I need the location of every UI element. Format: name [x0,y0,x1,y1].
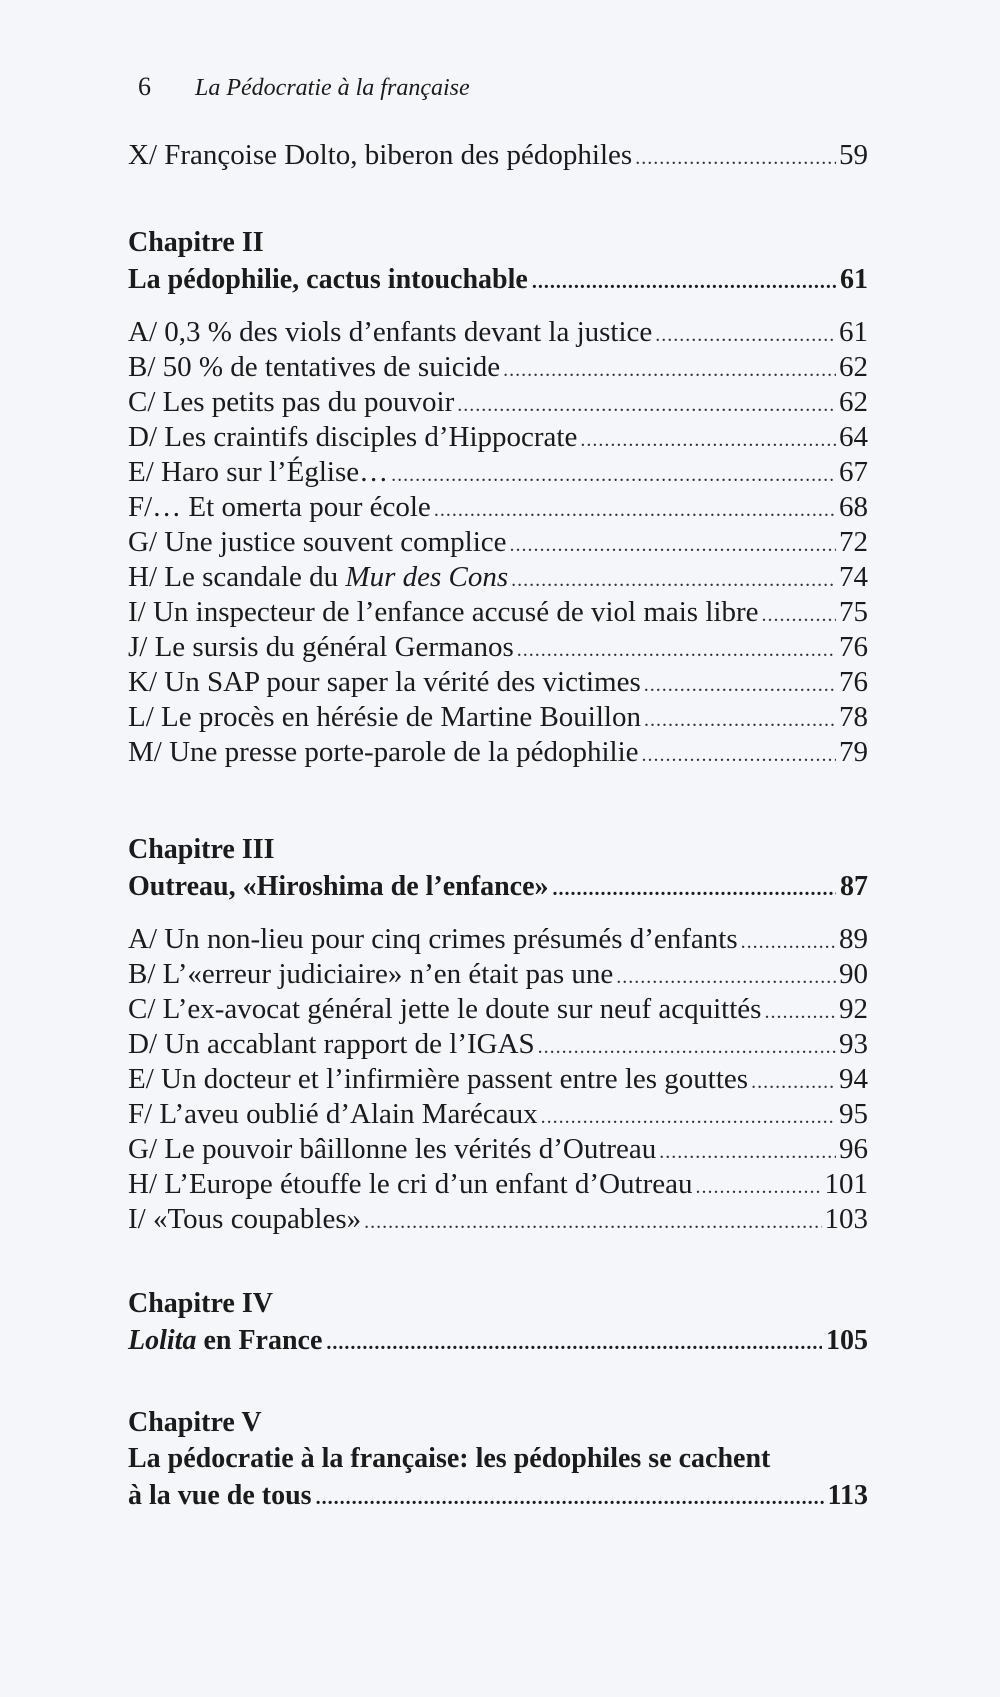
leader-dots [326,1324,822,1362]
chapter-title-rest: en France [196,1325,323,1356]
entry-label: X/ Françoise Dolto, biberon des pédophiles [128,139,633,171]
entry-label: E/ Haro sur l’Église… [128,456,389,488]
entry-page: 95 [839,1098,868,1130]
entry-page: 64 [839,421,868,453]
toc-entry [128,490,868,525]
toc-entry [128,385,868,420]
entry-label: D/ Les craintifs disciples d’Hippocrate [128,421,578,453]
chapter-5 [128,1405,868,1515]
entry-label: L/ Le procès en hérésie de Martine Bouillon [128,701,641,733]
entry-page: 61 [839,316,868,348]
entry-label: H/ L’Europe étouffe le cri d’un enfant d’Outreau [128,1168,693,1200]
leader-dots [761,598,836,633]
entry-page: 67 [839,456,868,488]
book-title: La Pédocratie à la française [195,75,470,101]
leader-dots [642,738,836,773]
leader-dots [364,1205,821,1240]
entry-label: E/ Un docteur et l’infirmière passent entre les gouttes [128,1063,749,1095]
entry-page: 78 [839,701,868,733]
entry-label: F/… Et omerta pour école [128,491,431,523]
toc-top-section [128,138,868,173]
leader-dots [434,493,836,528]
leader-dots [695,1170,821,1205]
toc-entry [128,595,868,630]
entry-page: 93 [839,1028,868,1060]
toc-entry [128,700,868,735]
leader-dots [511,563,836,598]
toc-entry [128,1132,868,1167]
entry-page: 74 [839,561,868,593]
leader-dots [655,318,836,353]
entry-label: G/ Une justice souvent complice [128,526,507,558]
toc-entry [128,922,868,957]
toc-entry [128,992,868,1027]
chapter-label: Chapitre IV [128,1288,273,1319]
entry-page: 79 [839,736,868,768]
leader-dots [503,353,836,388]
chapter-title [128,868,868,906]
entry-label: I/ «Tous coupables» [128,1203,362,1235]
chapter-title-text: La pédophilie, cactus intouchable [128,264,528,295]
entry-page: 101 [824,1168,868,1200]
toc-entry [128,630,868,665]
entry-label [128,560,508,595]
leader-dots [391,458,836,493]
leader-dots [457,388,836,423]
leader-dots [741,925,836,960]
entry-label: K/ Un SAP pour saper la vérité des victimes [128,666,641,698]
entry-page: 96 [839,1133,868,1165]
leader-dots [580,423,836,458]
entry-label: G/ Le pouvoir bâillonne les vérités d’Outreau [128,1133,657,1165]
chapter-label: Chapitre II [128,227,264,258]
toc-entry [128,665,868,700]
page-number: 6 [138,72,151,101]
leader-dots [616,960,836,995]
toc-entry [128,735,868,770]
toc-entry [128,420,868,455]
leader-dots [553,870,836,908]
leader-dots [644,703,836,738]
chapter-4 [128,1286,868,1360]
chapter-label: Chapitre III [128,834,275,865]
entry-label: A/ 0,3 % des viols d’enfants devant la justice [128,316,653,348]
chapter-page: 105 [826,1325,868,1356]
entry-label: B/ L’«erreur judiciaire» n’en était pas une [128,958,614,990]
entry-page: 92 [839,993,868,1025]
entry-label: D/ Un accablant rapport de l’IGAS [128,1028,535,1060]
entry-page: 62 [839,351,868,383]
entry-page: 76 [839,631,868,663]
entry-page: 72 [839,526,868,558]
running-header [138,72,470,102]
chapter-title-text: à la vue de tous [128,1480,312,1511]
entry-label: C/ Les petits pas du pouvoir [128,386,455,418]
chapter-title [128,1322,868,1360]
entry-label: C/ L’ex-avocat général jette le doute sur neuf acquittés [128,993,762,1025]
entry-page: 68 [839,491,868,523]
entry-page: 103 [824,1203,868,1235]
leader-dots [635,141,836,176]
entry-page: 89 [839,923,868,955]
toc-entry [128,525,868,560]
entry-label: B/ 50 % de tentatives de suicide [128,351,501,383]
leader-dots [532,263,836,301]
entry-page: 90 [839,958,868,990]
entry-page: 59 [839,139,868,171]
chapter-page: 61 [840,264,868,295]
toc-entry [128,1202,868,1237]
entry-page: 76 [839,666,868,698]
entry-label-text: H/ Le scandale du [128,561,346,593]
entry-page: 62 [839,386,868,418]
entry-label: A/ Un non-lieu pour cinq crimes présumés d’enfants [128,923,738,955]
chapter-title-text [128,1322,322,1360]
chapter-page: 113 [827,1480,868,1511]
toc-entry [128,1062,868,1097]
leader-dots [659,1135,836,1170]
chapter-title-line-1: La pédocratie à la française: les pédophiles se cachent [128,1443,771,1474]
entry-page: 75 [839,596,868,628]
chapter-title [128,1477,868,1515]
toc-entry [128,1027,868,1062]
leader-dots [538,1030,836,1065]
chapter-2 [128,225,868,770]
entry-page: 94 [839,1063,868,1095]
chapter-label: Chapitre V [128,1407,262,1438]
toc-entry [128,957,868,992]
toc-entry [128,315,868,350]
entry-label: M/ Une presse porte-parole de la pédophilie [128,736,639,768]
chapter-title [128,261,868,299]
leader-dots [517,633,836,668]
leader-dots [541,1100,836,1135]
toc-entry [128,1167,868,1202]
leader-dots [764,995,836,1030]
leader-dots [644,668,836,703]
toc-entry [128,138,868,173]
toc-entry [128,1097,868,1132]
chapter-title-italic: Lolita [128,1325,197,1356]
entry-label: J/ Le sursis du général Germanos [128,631,514,663]
chapter-3 [128,832,868,1237]
chapter-page: 87 [840,871,868,902]
leader-dots [316,1479,824,1517]
entry-label-italic: Mur des Cons [345,561,509,593]
chapter-title-text: Outreau, «Hiroshima de l’enfance» [128,871,549,902]
leader-dots [510,528,836,563]
leader-dots [751,1065,836,1100]
entry-label: F/ L’aveu oublié d’Alain Marécaux [128,1098,538,1130]
toc-entry [128,350,868,385]
entry-label: I/ Un inspecteur de l’enfance accusé de viol mais libre [128,596,759,628]
toc-entry [128,455,868,490]
toc-entry [128,560,868,595]
